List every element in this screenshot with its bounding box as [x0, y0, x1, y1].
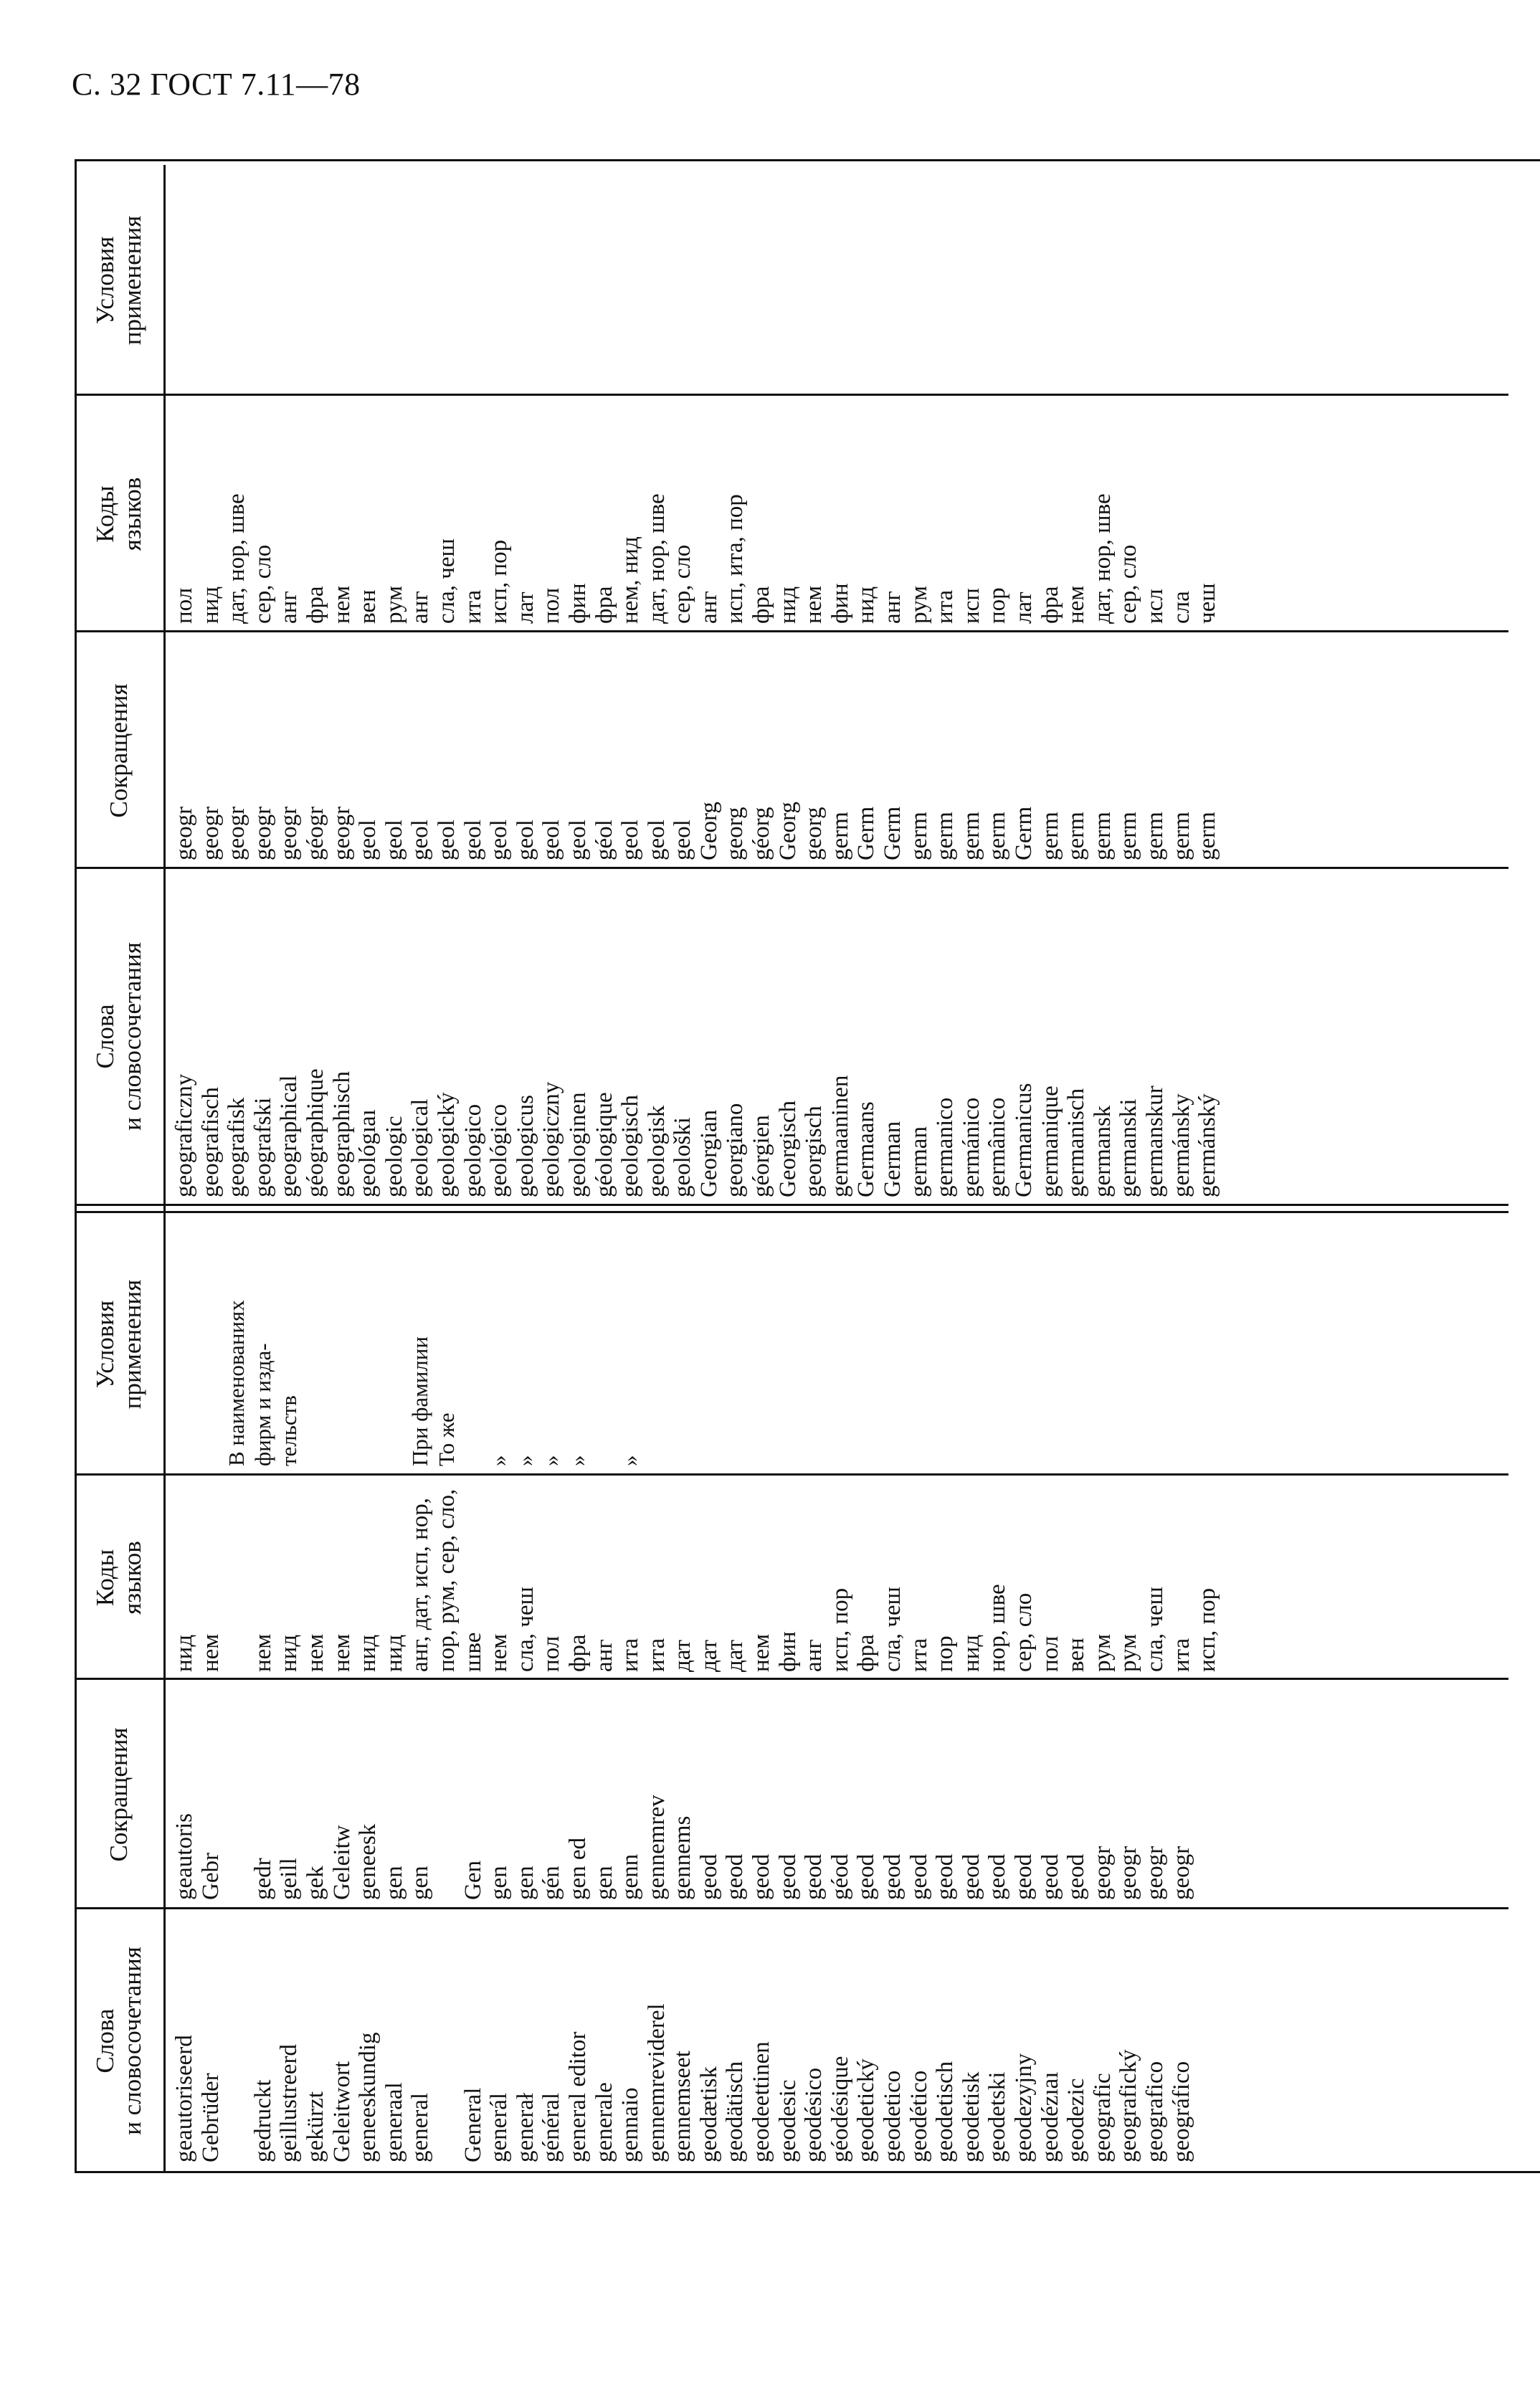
- lang-code-cell: сер, сло: [670, 544, 696, 624]
- abbr-cell: gen: [486, 1866, 513, 1900]
- abbr-cell: geod: [932, 1853, 959, 1900]
- abbr-cell: geogr: [224, 806, 250, 860]
- right-words-column: [171, 875, 1221, 1197]
- lang-code-cell: шве: [460, 1632, 486, 1672]
- column-divider: [75, 630, 1508, 632]
- abbr-cell: Germ: [853, 806, 880, 860]
- lang-code-cell: фра: [1037, 586, 1063, 624]
- condition-cell: [460, 1215, 487, 1466]
- abbr-cell: geod: [958, 1853, 984, 1900]
- lang-code-cell: пол: [538, 1635, 565, 1672]
- column-divider: [75, 867, 1508, 869]
- abbr-cell: geol: [486, 820, 513, 860]
- word-cell: general: [407, 2092, 434, 2162]
- header-text: Сокращения: [105, 683, 133, 818]
- lang-code-cell: анг: [407, 591, 434, 624]
- table-divider: [75, 1211, 1508, 1213]
- word-cell: germaaninen: [827, 1075, 853, 1197]
- lang-code-cell: нор, шве: [984, 1584, 1011, 1672]
- word-cell: geographisch: [328, 1071, 355, 1197]
- word-cell: gekürzt: [302, 2091, 328, 2162]
- abbr-cell: geol: [460, 820, 486, 860]
- abbr-cell: [434, 1685, 460, 1900]
- abbr-cell: germ: [984, 812, 1011, 860]
- abbr-cell: geod: [1063, 1853, 1090, 1900]
- word-cell: geografic: [1089, 2073, 1116, 2162]
- abbr-cell: gek: [302, 1866, 328, 1900]
- condition-cell: [171, 1215, 198, 1466]
- lang-code-cell: пол: [171, 587, 197, 624]
- lang-code-cell: нем: [302, 1633, 328, 1672]
- abbr-cell: geautoris: [171, 1813, 197, 1900]
- condition-cell: »: [617, 1455, 643, 1466]
- word-cell: georgisch: [801, 1106, 827, 1197]
- word-cell: geografski: [249, 1097, 276, 1197]
- word-cell: geologic: [381, 1116, 407, 1197]
- lang-code-cell: пор: [984, 587, 1011, 624]
- left-conditions-column: [171, 1215, 644, 1466]
- word-cell: geautoriseerd: [171, 2035, 197, 2162]
- word-cell: geologinen: [564, 1092, 591, 1197]
- lang-code-cell: дат, нор, шве: [643, 493, 670, 624]
- lang-code-cell: анг: [880, 591, 906, 624]
- lang-code-cell: [224, 1478, 250, 1672]
- column-divider: [75, 1473, 1508, 1476]
- abbr-cell: geod: [1037, 1853, 1063, 1900]
- lang-code-cell: нем, нид: [617, 536, 644, 624]
- lang-code-cell: чеш: [1194, 583, 1221, 624]
- condition-cell: [355, 1215, 381, 1466]
- word-cell: geologisch: [617, 1095, 644, 1197]
- word-cell: geologisk: [643, 1105, 670, 1197]
- word-cell: gedruckt: [249, 2079, 276, 2162]
- word-cell: Germaans: [853, 1101, 880, 1197]
- word-cell: géorgien: [748, 1115, 775, 1197]
- abbr-cell: germ: [1194, 812, 1221, 860]
- abbr-cell: géogr: [302, 806, 328, 860]
- word-cell: Germanicus: [1011, 1083, 1037, 1197]
- header-conditions-left: [75, 1213, 163, 1476]
- abbr-cell: geogr: [1089, 1845, 1116, 1900]
- lang-code-cell: фра: [748, 586, 775, 624]
- lang-code-cell: сла, чеш: [1141, 1587, 1168, 1672]
- word-cell: geodetski: [984, 2071, 1011, 2162]
- abbr-cell: Geleitw: [328, 1825, 355, 1900]
- abbr-cell: geneesk: [355, 1823, 381, 1900]
- lang-code-cell: ита: [932, 589, 959, 624]
- abbr-cell: [224, 1685, 250, 1900]
- word-cell: geodetico: [880, 2070, 906, 2162]
- word-cell: gennemseet: [670, 2051, 696, 2162]
- lang-code-cell: анг: [695, 591, 722, 624]
- abbr-cell: geol: [407, 820, 434, 860]
- word-cell: général: [538, 2092, 565, 2162]
- lang-code-cell: нид: [853, 586, 880, 624]
- lang-code-cell: сер, сло: [1011, 1592, 1037, 1672]
- word-cell: germânico: [984, 1097, 1011, 1197]
- abbr-cell: Georg: [774, 802, 801, 860]
- abbr-cell: geogr: [249, 806, 276, 860]
- word-cell: geografico: [1141, 2061, 1168, 2162]
- abbr-cell: gén: [538, 1866, 565, 1900]
- abbr-cell: geod: [1011, 1853, 1037, 1900]
- abbr-cell: gennemrev: [643, 1795, 670, 1900]
- abbr-cell: geogr: [1116, 1845, 1142, 1900]
- lang-code-cell: пол: [538, 587, 565, 624]
- header-text: Сокращения: [105, 1727, 133, 1862]
- abbr-cell: georg: [801, 807, 827, 860]
- lang-code-cell: нем: [748, 1633, 775, 1672]
- lang-code-cell: рум: [381, 585, 407, 624]
- abbr-cell: geogr: [328, 806, 355, 860]
- lang-code-cell: анг: [276, 591, 303, 624]
- word-cell: generaal: [381, 2082, 407, 2162]
- rotated-table: [75, 165, 1508, 2172]
- abbr-cell: germ: [1168, 812, 1194, 860]
- abbr-cell: geol: [564, 820, 591, 860]
- word-cell: geodeettinen: [748, 2041, 775, 2162]
- word-cell: General: [460, 2087, 486, 2162]
- lang-code-cell: сла, чеш: [512, 1587, 538, 1672]
- abbr-cell: gen: [591, 1866, 617, 1900]
- lang-code-cell: нид: [276, 1634, 303, 1672]
- lang-code-cell: пор: [932, 1635, 959, 1672]
- header-text: Условия применения: [91, 215, 146, 346]
- word-cell: gennemreviderel: [643, 2003, 670, 2162]
- abbr-cell: gen: [512, 1866, 538, 1900]
- word-cell: [434, 1911, 460, 2162]
- word-cell: geologický: [433, 1092, 460, 1197]
- header-text: Слова и словосочетания: [91, 942, 146, 1131]
- lang-code-cell: нид: [197, 586, 224, 624]
- abbr-cell: géol: [591, 820, 617, 860]
- abbr-cell: geol: [512, 820, 538, 860]
- abbr-cell: genn: [617, 1853, 644, 1900]
- lang-code-cell: дат: [722, 1639, 748, 1672]
- word-cell: geológıaı: [355, 1109, 381, 1197]
- condition-cell: [329, 1215, 356, 1466]
- word-cell: general editor: [564, 2031, 591, 2162]
- word-cell: géographique: [302, 1068, 328, 1197]
- word-cell: geograficzny: [171, 1073, 197, 1197]
- header-text: Слова и словосочетания: [91, 1947, 146, 2135]
- word-cell: geodézıaı: [1037, 2071, 1063, 2162]
- word-cell: géologique: [591, 1092, 617, 1197]
- abbr-cell: gen ed: [564, 1837, 591, 1900]
- abbr-cell: georg: [722, 807, 748, 860]
- column-divider: [75, 394, 1508, 396]
- word-cell: geodætisk: [695, 2066, 722, 2162]
- abbr-cell: germ: [906, 812, 932, 860]
- lang-code-cell: нем: [328, 1633, 355, 1672]
- word-cell: German: [880, 1121, 906, 1197]
- word-cell: geodesic: [774, 2079, 801, 2162]
- lang-code-cell: рум: [1116, 1633, 1142, 1672]
- condition-cell: [303, 1215, 329, 1466]
- abbr-cell: geod: [722, 1853, 748, 1900]
- condition-cell: В наименованиях: [224, 1300, 249, 1466]
- lang-code-cell: вен: [1063, 1638, 1090, 1672]
- word-cell: georgiano: [722, 1103, 748, 1197]
- lang-code-cell: фин: [827, 583, 853, 624]
- condition-cell: [381, 1215, 408, 1466]
- abbr-cell: geol: [381, 820, 407, 860]
- lang-code-cell: нем: [197, 1633, 224, 1672]
- abbr-cell: gedr: [249, 1858, 276, 1900]
- abbr-cell: géorg: [748, 807, 775, 860]
- abbr-cell: germ: [932, 812, 959, 860]
- word-cell: geodésico: [801, 2068, 827, 2162]
- word-cell: generale: [591, 2082, 617, 2162]
- word-cell: geografický: [1116, 2049, 1142, 2162]
- left-words-column: [171, 1911, 1194, 2162]
- lang-code-cell: ита: [906, 1638, 932, 1672]
- lang-code-cell: фра: [591, 586, 617, 624]
- word-cell: germanski: [1116, 1098, 1142, 1197]
- abbr-cell: Gebr: [197, 1853, 224, 1900]
- word-cell: geodetisch: [932, 2061, 959, 2162]
- header-text: Условия применения: [91, 1279, 146, 1410]
- lang-code-cell: анг: [591, 1639, 617, 1672]
- word-cell: geográfico: [1168, 2061, 1194, 2162]
- lang-code-cell: анг, дат, исп, нор,: [407, 1497, 434, 1672]
- word-cell: germanisch: [1063, 1088, 1090, 1197]
- right-abbr-column: [171, 638, 1221, 860]
- lang-code-cell: сер, сло: [1116, 544, 1142, 624]
- word-cell: geologiczny: [538, 1081, 565, 1197]
- header-words-right: [75, 869, 163, 1204]
- abbr-cell: gen: [381, 1866, 407, 1900]
- word-cell: geodätisch: [722, 2061, 748, 2162]
- abbr-cell: geod: [801, 1853, 827, 1900]
- header-words-left: [75, 1909, 163, 2172]
- lang-code-cell: фра: [853, 1634, 880, 1672]
- word-cell: geologico: [460, 1103, 486, 1197]
- abbr-cell: geogr: [1141, 1845, 1168, 1900]
- left-codes-column: [171, 1478, 1221, 1672]
- abbr-cell: geill: [276, 1858, 303, 1900]
- condition-cell: [198, 1215, 224, 1466]
- header-conditions-right: [75, 165, 163, 396]
- word-cell: geneeskundig: [355, 2032, 381, 2162]
- word-cell: germanique: [1037, 1086, 1063, 1197]
- lang-code-cell: ита: [617, 1638, 644, 1672]
- lang-code-cell: сла: [1168, 591, 1194, 624]
- abbr-cell: Germ: [880, 806, 906, 860]
- word-cell: germánský: [1194, 1093, 1221, 1197]
- word-cell: geodético: [906, 2070, 932, 2162]
- lang-code-cell: исп: [958, 588, 984, 624]
- condition-cell: При фамилии: [407, 1336, 433, 1466]
- lang-code-cell: исп, ита, пор: [722, 494, 748, 624]
- lang-code-cell: фра: [564, 1634, 591, 1672]
- word-cell: Geleitwort: [328, 2061, 355, 2162]
- lang-code-cell: фра: [302, 586, 328, 624]
- frame-top-border: [75, 159, 1540, 161]
- abbr-cell: geod: [906, 1853, 932, 1900]
- lang-code-cell: сла, чеш: [433, 538, 460, 624]
- table-divider: [75, 1204, 1508, 1206]
- condition-cell: тельств: [276, 1395, 302, 1466]
- lang-code-cell: пол: [1037, 1635, 1063, 1672]
- lang-code-cell: анг: [801, 1639, 827, 1672]
- word-cell: geillustreerd: [276, 2044, 303, 2162]
- abbr-cell: geod: [880, 1853, 906, 1900]
- lang-code-cell: нем: [486, 1633, 513, 1672]
- word-cell: germánico: [958, 1097, 984, 1197]
- word-cell: geodezic: [1063, 2078, 1090, 2162]
- word-cell: geodezyjny: [1011, 2053, 1037, 2162]
- word-cell: generał: [512, 2092, 538, 2162]
- lang-code-cell: исп, пор: [486, 539, 513, 624]
- header-text: Коды языков: [91, 1541, 146, 1615]
- lang-code-cell: сер, сло: [249, 544, 276, 624]
- word-cell: geografisch: [197, 1087, 224, 1197]
- lang-code-cell: сла, чеш: [880, 1587, 906, 1672]
- lang-code-cell: пор, рум, сер, сло,: [433, 1488, 460, 1672]
- left-abbr-column: [171, 1685, 1194, 1900]
- abbr-cell: gennems: [670, 1815, 696, 1900]
- word-cell: geodetisk: [958, 2071, 984, 2162]
- lang-code-cell: дат, нор, шве: [1089, 493, 1116, 624]
- abbr-cell: germ: [1037, 812, 1063, 860]
- abbr-cell: geogr: [276, 806, 303, 860]
- abbr-cell: geol: [538, 820, 565, 860]
- word-cell: geological: [407, 1098, 434, 1197]
- column-divider: [75, 1907, 1508, 1909]
- lang-code-cell: рум: [1089, 1633, 1116, 1672]
- condition-cell: То же: [433, 1412, 459, 1466]
- lang-code-cell: нем: [328, 585, 355, 624]
- abbr-cell: geol: [355, 820, 381, 860]
- lang-code-cell: исп, пор: [1194, 1587, 1221, 1672]
- lang-code-cell: дат: [670, 1639, 696, 1672]
- abbr-cell: geod: [695, 1853, 722, 1900]
- condition-cell: »: [512, 1455, 538, 1466]
- word-cell: Georgisch: [774, 1100, 801, 1197]
- abbr-cell: germ: [827, 812, 853, 860]
- column-divider: [75, 1678, 1508, 1680]
- header-abbr-left: [75, 1680, 163, 1909]
- word-cell: géodésique: [827, 2056, 853, 2162]
- condition-cell: [591, 1215, 618, 1466]
- lang-code-cell: нем: [801, 585, 827, 624]
- lang-code-cell: дат: [695, 1639, 722, 1672]
- abbr-cell: Germ: [1011, 806, 1037, 860]
- word-cell: generál: [486, 2092, 513, 2162]
- lang-code-cell: вен: [355, 589, 381, 624]
- header-codes-left: [75, 1476, 163, 1680]
- abbr-cell: germ: [1141, 812, 1168, 860]
- word-cell: german: [906, 1126, 932, 1197]
- word-cell: geografisk: [224, 1097, 250, 1197]
- lang-code-cell: нид: [958, 1634, 984, 1672]
- lang-code-cell: нем: [249, 1633, 276, 1672]
- header-abbr-right: [75, 632, 163, 869]
- word-cell: geološki: [670, 1117, 696, 1197]
- abbr-cell: geol: [617, 820, 644, 860]
- abbr-cell: germ: [1089, 812, 1116, 860]
- word-cell: germanico: [932, 1097, 959, 1197]
- word-cell: Gebrüder: [197, 2073, 224, 2162]
- word-cell: germansk: [1089, 1105, 1116, 1197]
- abbr-cell: geod: [853, 1853, 880, 1900]
- header-text: Коды языков: [91, 477, 146, 551]
- word-cell: geodetický: [853, 2058, 880, 2162]
- abbr-cell: Georg: [695, 802, 722, 860]
- lang-code-cell: лат: [512, 592, 538, 624]
- abbr-cell: geogr: [197, 806, 224, 860]
- abbr-cell: geogr: [1168, 1845, 1194, 1900]
- condition-cell: фирм и изда-: [249, 1343, 275, 1466]
- lang-code-cell: фин: [564, 583, 591, 624]
- abbr-cell: geol: [643, 820, 670, 860]
- abbr-cell: germ: [1116, 812, 1142, 860]
- lang-code-cell: исп, пор: [827, 1587, 853, 1672]
- lang-code-cell: нид: [171, 1634, 197, 1672]
- right-codes-column: [171, 402, 1221, 624]
- abbr-cell: Gen: [460, 1861, 486, 1900]
- header-codes-right: [75, 396, 163, 632]
- lang-code-cell: дат, нор, шве: [224, 493, 250, 624]
- lang-code-cell: нид: [774, 586, 801, 624]
- abbr-cell: geod: [748, 1853, 775, 1900]
- abbr-cell: germ: [958, 812, 984, 860]
- word-cell: gennaio: [617, 2087, 644, 2162]
- lang-code-cell: фин: [774, 1631, 801, 1672]
- condition-cell: »: [486, 1455, 512, 1466]
- lang-code-cell: ита: [643, 1638, 670, 1672]
- lang-code-cell: ита: [1168, 1638, 1194, 1672]
- lang-code-cell: лат: [1011, 592, 1037, 624]
- word-cell: germánsky: [1168, 1093, 1194, 1197]
- word-cell: geologicus: [512, 1095, 538, 1197]
- lang-code-cell: исл: [1141, 589, 1168, 624]
- abbr-cell: géod: [827, 1853, 853, 1900]
- word-cell: geographical: [276, 1075, 303, 1197]
- condition-cell: »: [538, 1455, 564, 1466]
- abbr-cell: geol: [433, 820, 460, 860]
- page-header: С. 32 ГОСТ 7.11—78: [72, 67, 361, 102]
- lang-code-cell: нем: [1063, 585, 1090, 624]
- header-separator: [163, 165, 166, 2172]
- abbr-cell: geol: [670, 820, 696, 860]
- abbr-cell: geod: [984, 1853, 1011, 1900]
- lang-code-cell: нид: [355, 1634, 381, 1672]
- condition-cell: »: [564, 1455, 590, 1466]
- abbr-cell: germ: [1063, 812, 1090, 860]
- lang-code-cell: нид: [381, 1634, 407, 1672]
- abbr-cell: geogr: [171, 806, 197, 860]
- word-cell: Georgian: [695, 1109, 722, 1197]
- abbr-cell: gen: [407, 1866, 434, 1900]
- word-cell: [224, 1911, 250, 2162]
- abbr-cell: geod: [774, 1853, 801, 1900]
- lang-code-cell: рум: [906, 585, 932, 624]
- word-cell: geológico: [486, 1103, 513, 1197]
- word-cell: germanskur: [1141, 1086, 1168, 1197]
- lang-code-cell: ита: [460, 589, 486, 624]
